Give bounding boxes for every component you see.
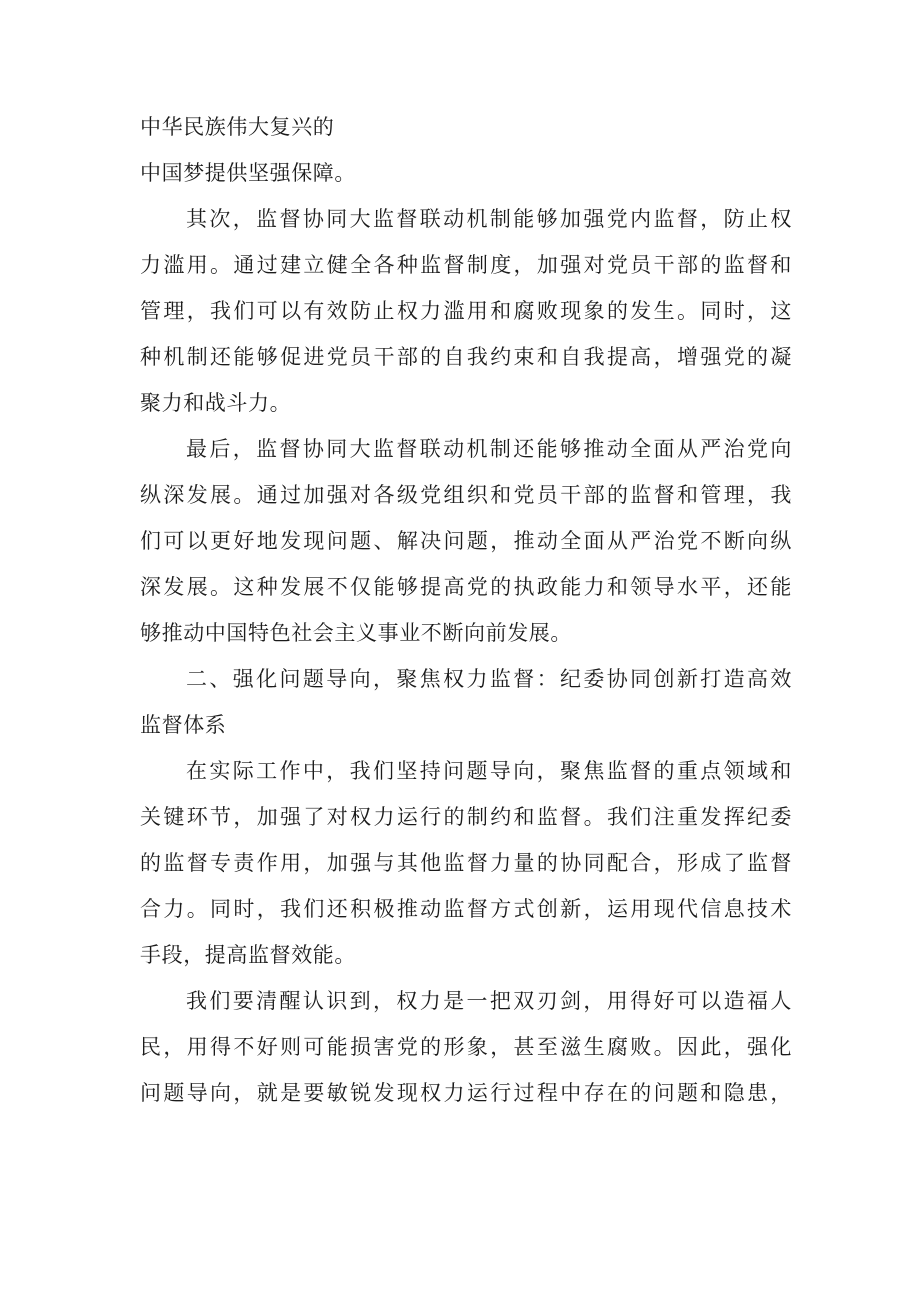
text-line: 问题导向，就是要敏锐发现权力运行过程中存在的问题和隐患， [140, 1081, 792, 1105]
text-line: 合力。同时，我们还积极推动监督方式创新，运用现代信息技术 [140, 897, 792, 921]
text-line: 中华民族伟大复兴的 [140, 115, 335, 139]
text-line: 力滥用。通过建立健全各种监督制度，加强对党员干部的监督和 [140, 253, 792, 277]
text-line: 在实际工作中，我们坚持问题导向，聚焦监督的重点领域和 [186, 759, 792, 783]
text-line: 最后，监督协同大监督联动机制还能够推动全面从严治党向 [186, 437, 792, 461]
text-line: 手段，提高监督效能。 [140, 943, 356, 967]
text-line: 的监督专责作用，加强与其他监督力量的协同配合，形成了监督 [140, 851, 792, 875]
text-line: 深发展。这种发展不仅能够提高党的执政能力和领导水平，还能 [140, 575, 792, 599]
text-line: 种机制还能够促进党员干部的自我约束和自我提高，增强党的凝 [140, 345, 792, 369]
text-line: 够推动中国特色社会主义事业不断向前发展。 [140, 621, 572, 645]
text-line: 监督体系 [140, 713, 227, 737]
text-line: 二、强化问题导向，聚焦权力监督：纪委协同创新打造高效 [186, 667, 792, 691]
text-line: 关键环节，加强了对权力运行的制约和监督。我们注重发挥纪委 [140, 805, 792, 829]
text-line: 纵深发展。通过加强对各级党组织和党员干部的监督和管理，我 [140, 483, 792, 507]
text-line: 聚力和战斗力。 [140, 391, 292, 415]
text-line: 民，用得不好则可能损害党的形象，甚至滋生腐败。因此，强化 [140, 1035, 792, 1059]
text-line: 管理，我们可以有效防止权力滥用和腐败现象的发生。同时，这 [140, 299, 792, 323]
text-line: 其次，监督协同大监督联动机制能够加强党内监督，防止权 [186, 207, 792, 231]
text-line: 我们要清醒认识到，权力是一把双刃剑，用得好可以造福人 [186, 989, 792, 1013]
text-line: 中国梦提供坚强保障。 [140, 161, 356, 185]
text-line: 们可以更好地发现问题、解决问题，推动全面从严治党不断向纵 [140, 529, 792, 553]
document-body [140, 104, 792, 1116]
